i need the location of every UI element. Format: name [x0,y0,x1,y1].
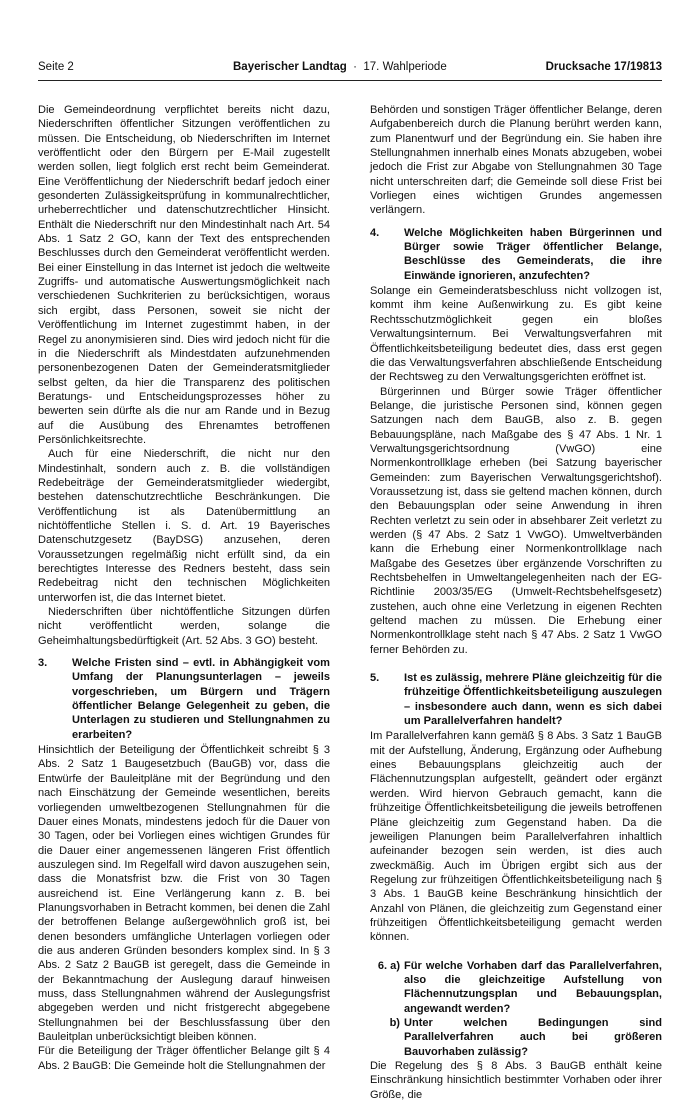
question-number: 4. [370,226,380,239]
question-5 [370,671,662,728]
left-column [38,103,330,1073]
question-text: Welche Fristen sind – evtl. in Abhängigkeit vom Umfang der Planungsunterlagen – jeweils vorgeschrieben, um Bürgern und Trägern öffentlicher Belange Gelegenheit zu geben, die Unterlagen zu studieren und Stellungnahmen zu erarbeiten? [72,657,330,741]
publisher: Bayerischer Landtag [233,61,347,73]
paragraph: Auch für eine Niederschrift, die nicht nur den Mindestinhalt, sondern auch z. B. die vollständigen Redebeiträge der Gemeinderatsmitglieder wiedergibt, bestehen datenschutzrechtliche Beschränkungen. Die Veröffentlichung ist als Datenübermittlung an nichtöffentliche Stellen i. S. d. Art. 19 Bayerisches Datenschutzgesetz (BayDSG) anzusehen, deren Voraussetzungen regelmäßig nicht erfüllt sind, da ein berechtigtes Interesse des Redners besteht, dass sein Redebeitrag nicht den technischen Möglichkeiten unterworfen ist, die das Internet bietet. [38,448,330,604]
answer-paragraph: Im Parallelverfahren kann gemäß § 8 Abs. 3 Satz 1 BauGB mit der Aufstellung, Änderung, Ergänzung oder Aufhebung eines Bebauungsplans gleichzeitig auch der Flächennutzungsplan aufgestellt, geändert oder ergänzt werden. Wird hiervon Gebrauch gemacht, kann die frühzeitige Öffentlichkeitsbeteiligung die jeweils betroffenen Pläne gleichzeitig zum Gegenstand haben. Da die jeweiligen Planungen beim Parallelverfahren inhaltlich aufeinander bezogen sein werden, ist dies auch zweckmäßig. Auch im Übrigen ergibt sich aus der Regelung zur frühzeitigen Öffentlichkeitsbeteiligung nach § 3 Abs. 1 BauGB keine Beschränkung hinsichtlich der Anzahl von Plänen, die gleichzeitig zum Gegenstand einer frühzeitigen Öffentlichkeitsbeteiligung gemacht werden können. [370,730,662,944]
answer-paragraph: Bürgerinnen und Bürger sowie Träger öffentlicher Belange, die juristische Personen sind, können gegen Satzungen nach dem BauGB, also z. B. gegen Bebauungspläne, nach Maßgabe des § 47 Abs. 1 Nr. 1 Verwaltungsgerichtsordnung (VwGO) eine Normenkontrollklage erheben (bei Satzung bayerischer Gemeinden: zum Bayerischen Verwaltungsgerichtshof). Voraussetzung ist, dass sie geltend machen können, durch den Bebauungsplan oder seine Anwendung in ihren Rechten verletzt zu sein oder in absehbarer Zeit verletzt zu werden (§ 47 Abs. 2 Satz 1 VwGO). Umweltverbänden kann die Erhebung einer Normenkontrollklage nach Maßgabe des Gesetzes über ergänzende Vorschriften zu Rechtsbehelfen in Umweltangelegenheiten nach der EG-Richtlinie 2003/35/EG (Umwelt-Rechtsbehelfsgesetz) zustehen, auch ohne eine Verletzung in eigenen Rechten geltend machen zu müssen. Die Erhebung einer Normenkontrollklage steht nach § 47 Abs. 2 Satz 1 VwGO ferner Behörden zu. [370,385,662,656]
header-rule [38,80,662,81]
answer-paragraph: Die Regelung des § 8 Abs. 3 BauGB enthält keine Einschränkung hinsichtlich bestimmter Vorhaben oder ihrer Größe, die [370,1060,662,1101]
right-column [370,103,662,1102]
answer-paragraph: Für die Beteiligung der Träger öffentlicher Belange gilt § 4 Abs. 2 BauGB: Die Gemeinde holt die Stellungnahmen der [38,1045,330,1072]
header-separator: · [353,61,357,73]
question-6b [370,1016,662,1059]
paragraph: Niederschriften über nichtöffentliche Sitzungen dürfen nicht veröffentlicht werden, solange die Geheimhaltungsbedürftigkeit (Art. 52 Abs. 3 GO) besteht. [38,606,330,647]
question-text: Ist es zulässig, mehrere Pläne gleichzeitig für die frühzeitige Öffentlichkeitsbeteiligung auszulegen – insbesondere auch dann, wenn es sich dabei um Parallelverfahren handelt? [404,672,662,728]
question-6 [370,959,662,1059]
question-text: Unter welchen Bedingungen sind Parallelverfahren auch bei größeren Bauvorhaben zulässig? [404,1016,662,1058]
question-label: b) [389,1016,400,1029]
paragraph: Die Gemeindeordnung verpflichtet bereits nicht dazu, Niederschriften öffentlicher Sitzungen veröffentlichen zu müssen. Die Entscheidung, ob Niederschriften im Internet veröffentlicht oder den Bürgern per E-Mail zugestellt werden sollen, liegt folglich erst recht beim Gemeinderat. Eine Veröffentlichung der Niederschrift bedarf jedoch einer gesonderten Zulässigkeitsprüfung in kommunalrechtlicher, urheberrechtlicher und datenschutzrechtlicher Hinsicht. Enthält die Niederschrift nur den Mindestinhalt nach Art. 54 Abs. 1 Satz 2 GO, kann der Text des entsprechenden Beschlusses durch den Gemeinderat veröffentlicht werden. Bei einer Einstellung in das Internet ist jedoch die weltweite Zugriffs- und automatische Auswertungsmöglichkeit nach verschiedenen Suchkriterien zu berücksichtigen, woraus sich ergibt, dass Personen, soweit sie nicht der Veröffentlichung im Internet zugestimmt haben, in der Regel zu anonymisieren sind. Dies wird jedoch nicht für die in die Niederschrift als Mindestdaten aufzunehmenden personenbezogenen Daten der Gemeinderatsmitglieder selbst gelten, da hier die Transparenz des politischen Beratungs- und Entscheidungsprozesses höher zu bewerten sein dürfte als die nur am Rande und in Bezug auf die Ausübung des Ehrenamtes betroffenen Persönlichkeitsrechte. [38,104,330,446]
page-header [38,59,662,75]
document-number: Drucksache 17/19813 [545,61,662,73]
question-label: 6. a) [377,959,400,972]
question-number: 3. [38,657,48,670]
question-text: Für welche Vorhaben darf das Parallelverfahren, also die gleichzeitige Aufstellung von Flächennutzungsplan und Bebauungsplan, angewandt werden? [404,959,662,1015]
answer-paragraph: Hinsichtlich der Beteiligung der Öffentlichkeit schreibt § 3 Abs. 2 Satz 1 Baugesetzbuch (BauGB) vor, dass die Entwürfe der Bauleitpläne mit der Begründung und den nach Einschätzung der Gemeinde wesentlichen, bereits vorliegenden umweltbezogenen Stellungnahmen für die Dauer eines Monats, mindestens jedoch für die Dauer von 30 Tagen, oder bei Vorliegen eines wichtigen Grundes für die Dauer einer angemessenen längeren Frist öffentlich auszulegen sind. Im Regelfall wird davon auszugehen sein, dass die Monatsfrist bzw. die Frist von 30 Tagen ausreichend ist. Eine Verlängerung kann z. B. bei Planungsvorhaben in Betracht kommen, bei denen die Zahl der betroffenen Belange außergewöhnlich groß ist, bei denen besonders umfängliche Unterlagen vorliegen oder die aus anderen Gründen besonders komplex sind. In § 3 Abs. 2 Satz 2 BauGB ist geregelt, dass die Gemeinde in der Bekanntmachung der Auslegung darauf hinweisen muss, dass Stellungnahmen während der Auslegungsfrist abgegeben werden und nicht fristgerecht abgegebene Stellungnahmen bei der Beschlussfassung über den Bauleitplan unberücksichtigt bleiben können. [38,744,330,1043]
question-6a [370,959,662,1016]
header-center [233,59,447,75]
answer-paragraph: Solange ein Gemeinderatsbeschluss nicht vollzogen ist, kommt ihm keine Außenwirkung zu. Es gibt keine Rechtsschutzmöglichkeit gegen ein bloßes Verwaltungsinternum. Bei Verwaltungsverfahren mit Öffentlichkeitsbeteiligung bedeutet dies, dass erst gegen die das Verwaltungsverfahren abschließende Entscheidung der Rechtsweg zu den Verwaltungsgerichten eröffnet ist. [370,285,662,384]
question-text: Welche Möglichkeiten haben Bürgerinnen und Bürger sowie Träger öffentlicher Belange, Beschlüsse des Gemeinderats, die ihre Einwände ignorieren, anzufechten? [404,226,662,282]
question-3 [38,656,330,742]
paragraph: Behörden und sonstigen Träger öffentlicher Belange, deren Aufgabenbereich durch die Planung berührt werden kann, zum Planentwurf und der Begründung ein. Sie haben ihre Stellungnahmen innerhalb eines Monats abzugeben, wobei jedoch die Frist zur Abgabe von Stellungnahmen 30 Tage nicht unterschreiten darf; die Gemeinde soll diese Frist bei Vorliegen eines wichtigen Grundes angemessen verlängern. [370,104,662,217]
question-number: 5. [370,672,380,685]
page-number: Seite 2 [38,61,74,73]
question-4 [370,226,662,283]
election-period: 17. Wahlperiode [363,61,447,73]
